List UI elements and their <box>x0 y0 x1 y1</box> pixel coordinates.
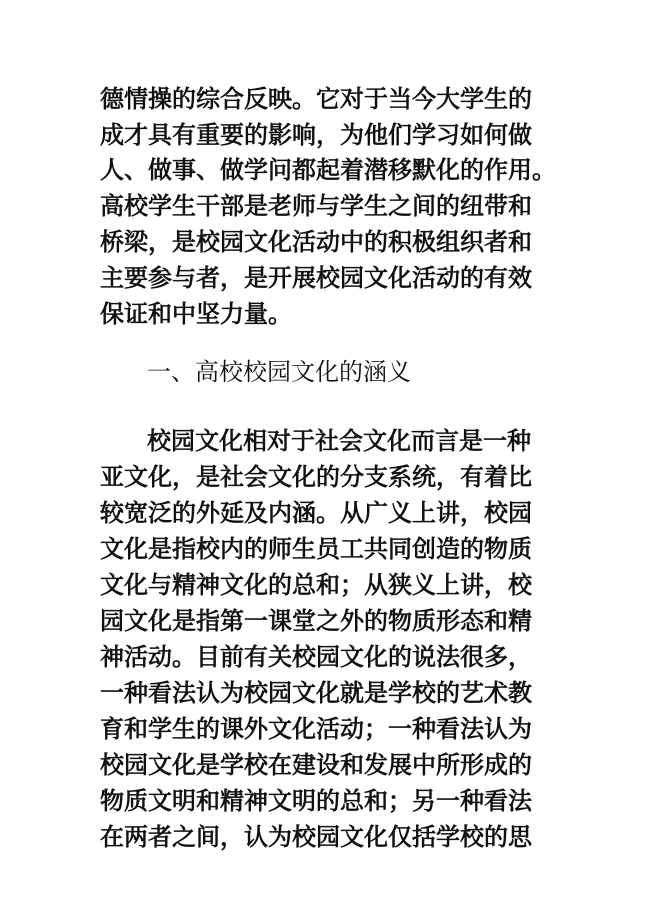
paragraph-1-line: 保证和中坚力量。 <box>100 300 292 328</box>
paragraph-2-line: 育和学生的课外文化活动；一种看法认为 <box>100 715 532 743</box>
paragraph-2-line: 校园文化是学校在建设和发展中所形成的 <box>100 751 532 779</box>
paragraph-2-line: 园文化是指第一课堂之外的物质形态和精 <box>100 607 532 635</box>
paragraph-2-line: 物质文明和精神文明的总和；另一种看法 <box>100 787 532 815</box>
paragraph-2-line: 神活动。目前有关校园文化的说法很多， <box>100 643 532 671</box>
section-heading: 一、高校校园文化的涵义 <box>147 358 411 386</box>
paragraph-1-line: 人、做事、做学问都起着潜移默化的作用。 <box>100 156 556 184</box>
paragraph-1-line: 桥梁，是校园文化活动中的积极组织者和 <box>100 228 532 256</box>
paragraph-2-line: 文化是指校内的师生员工共同创造的物质 <box>100 535 532 563</box>
paragraph-2-line: 校园文化相对于社会文化而言是一种 <box>147 427 531 455</box>
paragraph-2-line: 一种看法认为校园文化就是学校的艺术教 <box>100 679 532 707</box>
paragraph-2-line: 亚文化，是社会文化的分支系统，有着比 <box>100 463 532 491</box>
paragraph-1-line: 主要参与者，是开展校园文化活动的有效 <box>100 264 532 292</box>
paragraph-2-line: 在两者之间，认为校园文化仅括学校的思 <box>100 823 532 851</box>
paragraph-2-line: 文化与精神文化的总和；从狭义上讲，校 <box>100 571 532 599</box>
paragraph-2-line: 较宽泛的外延及内涵。从广义上讲，校园 <box>100 499 532 527</box>
paragraph-1-line: 高校学生干部是老师与学生之间的纽带和 <box>100 192 532 220</box>
paragraph-1-line: 成才具有重要的影响，为他们学习如何做 <box>100 121 532 149</box>
paragraph-1-line: 德情操的综合反映。它对于当今大学生的 <box>100 85 532 113</box>
